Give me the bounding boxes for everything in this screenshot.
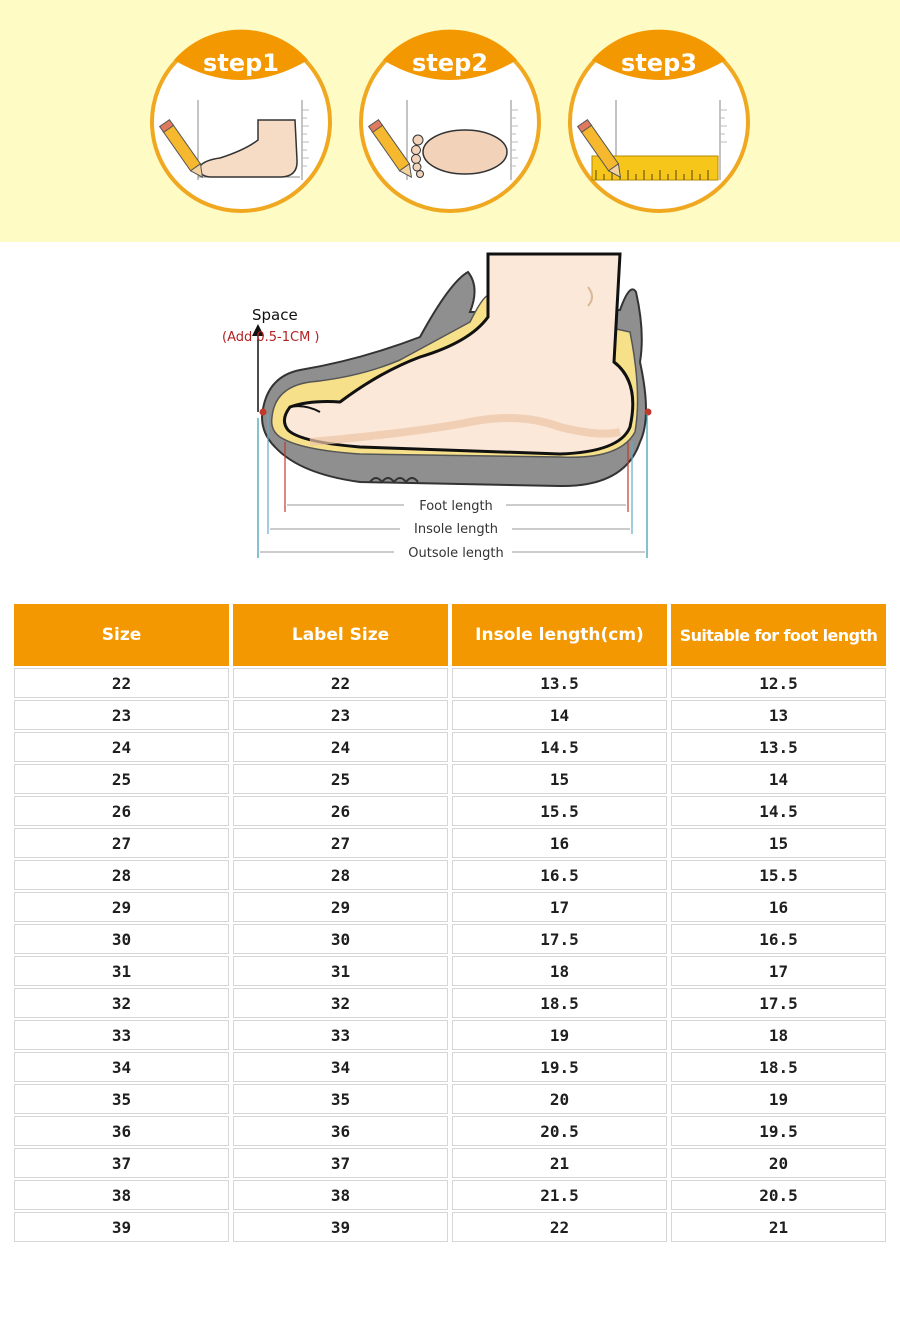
cell-insole-length: 18.5 [452,988,667,1018]
header-label-size: Label Size [233,604,448,666]
cell-foot-length: 16 [671,892,886,922]
cell-foot-length: 12.5 [671,668,886,698]
cell-label-size: 30 [233,924,448,954]
cell-foot-length: 14.5 [671,796,886,826]
table-row [14,988,886,1018]
cell-label-size: 23 [233,700,448,730]
step-1-circle [152,30,330,211]
table-header-row [14,604,886,666]
cell-size: 25 [14,764,229,794]
cell-foot-length: 17 [671,956,886,986]
shoe-illustration [0,242,900,592]
table-row [14,1148,886,1178]
table-row [14,732,886,762]
foot-length-label: Foot length [419,499,493,514]
table-row [14,1212,886,1242]
cell-insole-length: 17.5 [452,924,667,954]
cell-label-size: 33 [233,1020,448,1050]
cell-insole-length: 13.5 [452,668,667,698]
cell-label-size: 29 [233,892,448,922]
cell-label-size: 22 [233,668,448,698]
table-body [14,668,886,1242]
cell-foot-length: 19 [671,1084,886,1114]
cell-label-size: 31 [233,956,448,986]
cell-foot-length: 13.5 [671,732,886,762]
cell-foot-length: 17.5 [671,988,886,1018]
table-row [14,668,886,698]
table-row [14,1052,886,1082]
cell-insole-length: 19.5 [452,1052,667,1082]
outsole-length-label: Outsole length [408,546,504,561]
cell-insole-length: 15.5 [452,796,667,826]
table-row [14,1020,886,1050]
size-chart-table [12,602,888,1244]
cell-size: 38 [14,1180,229,1210]
space-label: Space [252,306,298,324]
cell-size: 35 [14,1084,229,1114]
cell-insole-length: 14.5 [452,732,667,762]
step-2-label: step2 [412,49,488,77]
cell-label-size: 26 [233,796,448,826]
cell-foot-length: 13 [671,700,886,730]
cell-insole-length: 19 [452,1020,667,1050]
cell-size: 31 [14,956,229,986]
cell-insole-length: 21 [452,1148,667,1178]
cell-label-size: 34 [233,1052,448,1082]
cell-insole-length: 15 [452,764,667,794]
steps-banner [0,0,900,242]
table-row [14,796,886,826]
cell-foot-length: 15 [671,828,886,858]
steps-illustration [0,0,900,242]
table-row [14,1084,886,1114]
cell-label-size: 25 [233,764,448,794]
table-row [14,860,886,890]
shoe-measurement-diagram [0,242,900,592]
cell-label-size: 35 [233,1084,448,1114]
space-note: (Add 0.5-1CM ) [222,330,320,345]
cell-label-size: 38 [233,1180,448,1210]
cell-size: 22 [14,668,229,698]
cell-size: 33 [14,1020,229,1050]
cell-foot-length: 18.5 [671,1052,886,1082]
table-row [14,892,886,922]
cell-size: 29 [14,892,229,922]
cell-insole-length: 16.5 [452,860,667,890]
header-size: Size [14,604,229,666]
insole-length-label: Insole length [414,522,498,537]
table-row [14,924,886,954]
table-row [14,1180,886,1210]
cell-size: 32 [14,988,229,1018]
cell-size: 34 [14,1052,229,1082]
step-1-label: step1 [203,49,279,77]
cell-insole-length: 18 [452,956,667,986]
shoe-icon [262,254,646,486]
table-row [14,1116,886,1146]
cell-label-size: 27 [233,828,448,858]
cell-foot-length: 21 [671,1212,886,1242]
cell-size: 23 [14,700,229,730]
cell-size: 27 [14,828,229,858]
cell-foot-length: 15.5 [671,860,886,890]
cell-label-size: 37 [233,1148,448,1178]
cell-size: 36 [14,1116,229,1146]
cell-label-size: 28 [233,860,448,890]
cell-size: 28 [14,860,229,890]
cell-insole-length: 21.5 [452,1180,667,1210]
step-3-label: step3 [621,49,697,77]
step-2-circle [361,30,539,211]
cell-foot-length: 20 [671,1148,886,1178]
cell-label-size: 39 [233,1212,448,1242]
cell-size: 26 [14,796,229,826]
cell-label-size: 24 [233,732,448,762]
cell-foot-length: 18 [671,1020,886,1050]
table-row [14,700,886,730]
cell-size: 37 [14,1148,229,1178]
table-row [14,956,886,986]
cell-insole-length: 20 [452,1084,667,1114]
header-foot-length: Suitable for foot length [671,604,886,666]
cell-foot-length: 16.5 [671,924,886,954]
cell-size: 24 [14,732,229,762]
cell-insole-length: 20.5 [452,1116,667,1146]
cell-insole-length: 17 [452,892,667,922]
cell-insole-length: 22 [452,1212,667,1242]
cell-insole-length: 14 [452,700,667,730]
cell-size: 30 [14,924,229,954]
header-insole-length: Insole length(cm) [452,604,667,666]
cell-insole-length: 16 [452,828,667,858]
cell-foot-length: 20.5 [671,1180,886,1210]
cell-size: 39 [14,1212,229,1242]
cell-foot-length: 14 [671,764,886,794]
table-row [14,764,886,794]
cell-label-size: 36 [233,1116,448,1146]
step-3-circle [570,30,748,211]
cell-label-size: 32 [233,988,448,1018]
table-row [14,828,886,858]
cell-foot-length: 19.5 [671,1116,886,1146]
